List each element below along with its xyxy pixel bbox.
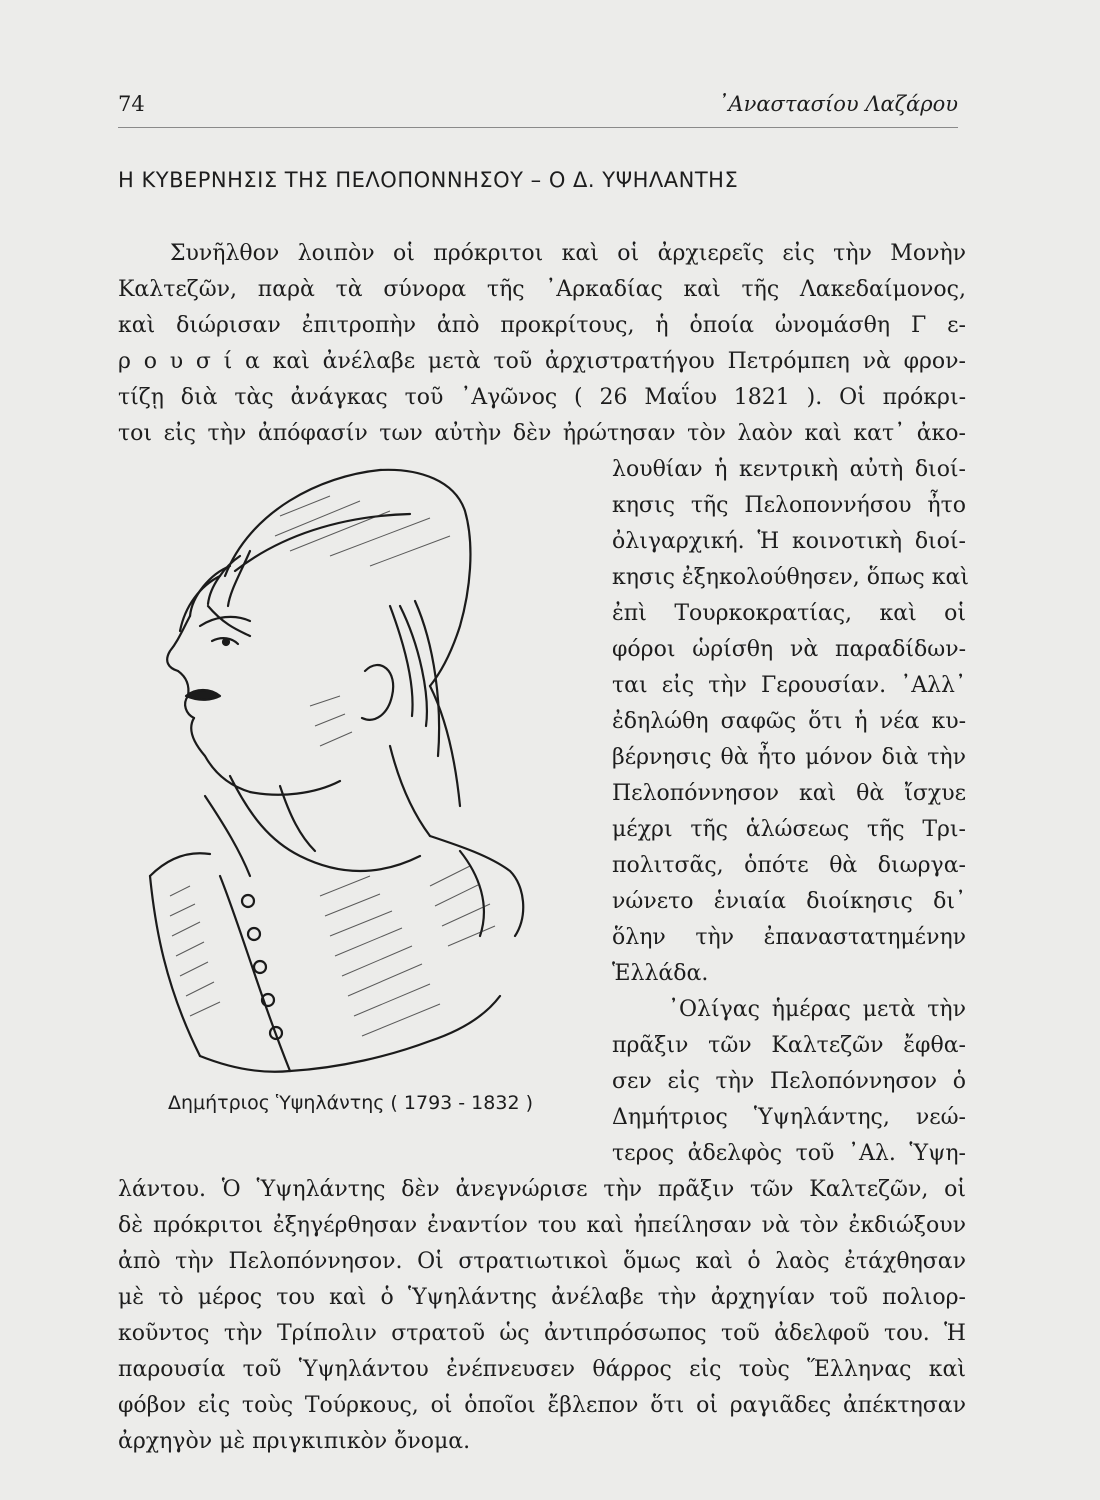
running-head (118, 92, 958, 128)
text-line: Ἑλλάδα. (612, 961, 709, 986)
text-line: σεν εἰς τὴν Πελοπόννησον ὁ (612, 1069, 966, 1094)
text-line: παρουσία τοῦ Ὑψηλάντου ἐνέπνευσεν θάρρος εἰς τοὺς Ἕλληνας καὶ (118, 1357, 966, 1382)
text-line: δὲ πρόκριτοι ἐξηγέρθησαν ἐναντίον του καὶ ἠπείλησαν νὰ τὸν ἐκδιώξουν (118, 1213, 966, 1238)
header-rule (118, 127, 958, 128)
text-line: βέρνησις θὰ ἦτο μόνον διὰ τὴν (612, 745, 966, 770)
portrait-illustration (130, 456, 600, 1096)
running-title: ᾿Αναστασίου Λαζάρου (717, 92, 958, 116)
page-number: 74 (118, 92, 145, 116)
figure-caption: Δημήτριος Ὑψηλάντης ( 1793 - 1832 ) (168, 1092, 533, 1114)
text-line: τίζῃ διὰ τὰς ἀνάγκας τοῦ ᾿Αγῶνος ( 26 Μαΐου 1821 ). Οἱ πρόκρι- (118, 385, 966, 410)
text-line: κησις τῆς Πελοποννήσου ἦτο (612, 493, 966, 518)
text-line: Πελοπόννησον καὶ θὰ ἴσχυε (612, 781, 966, 806)
text-line: Δημήτριος Ὑψηλάντης, νεώ- (612, 1105, 966, 1130)
text-line: μὲ τὸ μέρος του καὶ ὁ Ὑψηλάντης ἀνέλαβε τὴν ἀρχηγίαν τοῦ πολιορ- (118, 1285, 966, 1310)
text-line: ἀρχηγὸν μὲ πριγκιπικὸν ὄνομα. (118, 1429, 471, 1454)
text-line: ὅλην τὴν ἐπαναστατημένην (612, 925, 966, 950)
text-line: λουθίαν ἡ κεντρικὴ αὐτὴ διοί- (612, 457, 966, 482)
text-line: ἀπὸ τὴν Πελοπόννησον. Οἱ στρατιωτικοὶ ὅμως καὶ ὁ λαὸς ἐτάχθησαν (118, 1249, 966, 1274)
text-line: κοῦντος τὴν Τρίπολιν στρατοῦ ὡς ἀντιπρόσωπος τοῦ ἀδελφοῦ του. Ἡ (118, 1321, 966, 1346)
text-line: φόβον εἰς τοὺς Τούρκους, οἱ ὁποῖοι ἔβλεπον ὅτι οἱ ραγιᾶδες ἀπέκτησαν (118, 1393, 966, 1418)
text-line: φόροι ὡρίσθη νὰ παραδίδων- (612, 637, 966, 662)
text-line: Καλτεζῶν, παρὰ τὰ σύνορα τῆς ᾿Αρκαδίας καὶ τῆς Λακεδαίμονος, (118, 277, 966, 302)
text-line: ἐπὶ Τουρκοκρατίας, καὶ οἱ (612, 601, 966, 626)
text-line: καὶ διώρισαν ἐπιτροπὴν ἀπὸ προκρίτους, ἡ ὁποία ὠνομάσθη Γ ε- (118, 313, 966, 338)
text-line: ται εἰς τὴν Γερουσίαν. ᾿Αλλ᾿ (612, 673, 966, 698)
text-line: μέχρι τῆς ἁλώσεως τῆς Τρι- (612, 817, 966, 842)
text-line: τερος ἀδελφὸς τοῦ ᾿Αλ. Ὑψη- (612, 1141, 966, 1166)
text-line: ᾿Ολίγας ἡμέρας μετὰ τὴν (668, 997, 966, 1022)
text-line: κησις ἐξηκολούθησεν, ὅπως καὶ (612, 565, 969, 590)
text-line: Συνῆλθον λοιπὸν οἱ πρόκριτοι καὶ οἱ ἀρχιερεῖς εἰς τὴν Μονὴν (170, 241, 966, 266)
text-line: νώνετο ἑνιαία διοίκησις δι᾿ (612, 889, 966, 914)
text-line: ὀλιγαρχική. Ἡ κοινοτικὴ διοί- (612, 529, 966, 554)
portrait-engraving-icon (130, 456, 600, 1086)
text-line: ἐδηλώθη σαφῶς ὅτι ἡ νέα κυ- (612, 709, 966, 734)
text-line: τοι εἰς τὴν ἀπόφασίν των αὐτὴν δὲν ἠρώτησαν τὸν λαὸν καὶ κατ᾿ ἀκο- (118, 421, 966, 446)
text-line: ρ ο υ σ ί α καὶ ἀνέλαβε μετὰ τοῦ ἀρχιστρατήγου Πετρόμπεη νὰ φρον- (118, 349, 966, 374)
text-line: πρᾶξιν τῶν Καλτεζῶν ἔφθα- (612, 1033, 966, 1058)
section-heading: Η ΚΥΒΕΡΝΗΣΙΣ ΤΗΣ ΠΕΛΟΠΟΝΝΗΣΟΥ – Ο Δ. ΥΨΗΛΑΝΤΗΣ (118, 168, 739, 192)
text-line: λάντου. Ὁ Ὑψηλάντης δὲν ἀνεγνώρισε τὴν πρᾶξιν τῶν Καλτεζῶν, οἱ (118, 1177, 966, 1202)
text-line: πολιτσᾶς, ὁπότε θὰ διωργα- (612, 853, 966, 878)
